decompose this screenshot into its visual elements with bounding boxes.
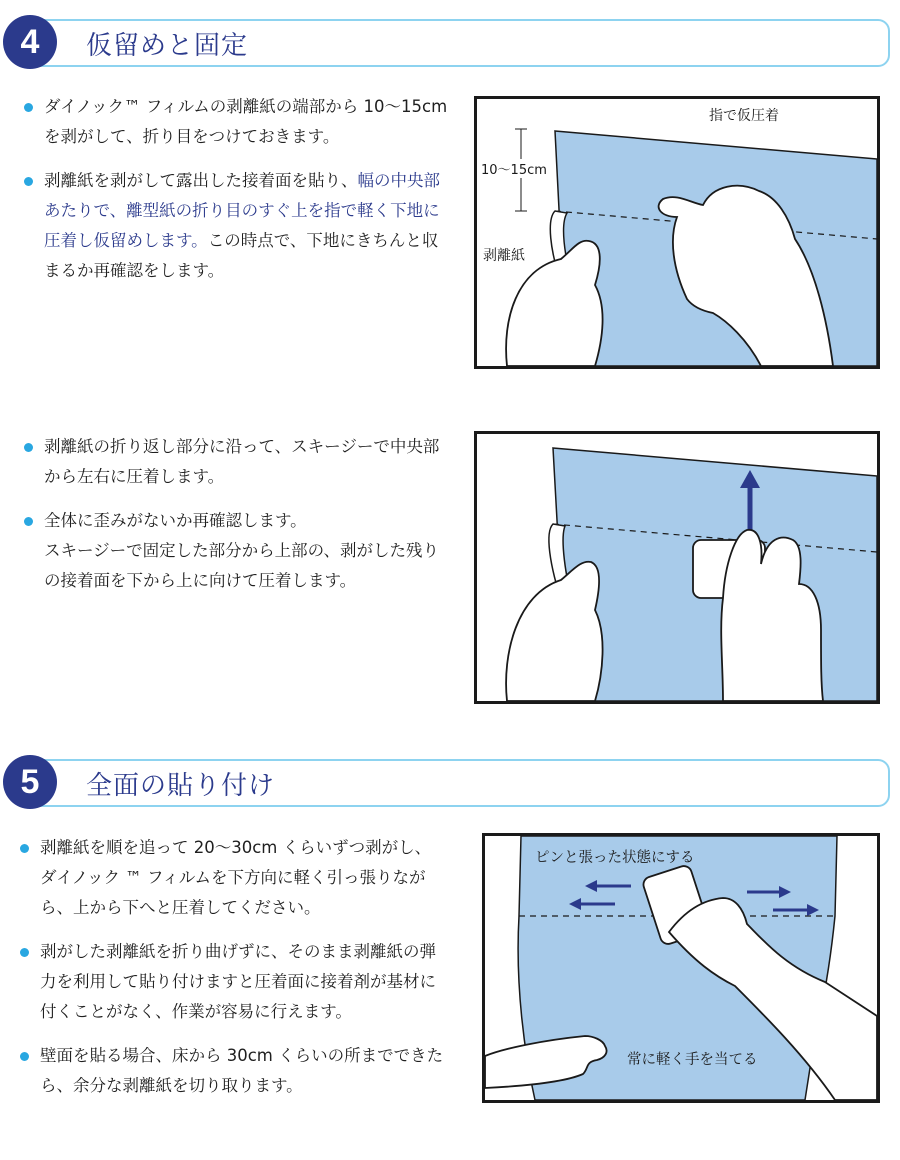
list-item <box>24 506 454 596</box>
bullet-text: 剥離紙を順を追って 20〜30cm くらいずつ剥がし、ダイノック ™ フィルムを下方向に軽く引っ張りながら、上から下へと圧着してください。 <box>40 838 432 917</box>
section-5-title: 全面の貼り付け <box>86 771 276 801</box>
section-4-block-2-list <box>24 432 454 610</box>
section-4-block-1-list <box>24 92 454 300</box>
section-5-title-bar <box>30 759 890 807</box>
list-item <box>20 1041 444 1101</box>
section-4-header <box>0 15 900 75</box>
section-4-number-badge: 4 <box>3 15 57 69</box>
bullet-text: 剥離紙の折り返し部分に沿って、スキージーで中央部から左右に圧着します。 <box>44 437 440 486</box>
bullet-text: スキージーで固定した部分から上部の、剥がした残りの接着面を下から上に向けて圧着します。 <box>44 541 440 590</box>
illustration-full-application <box>482 833 880 1103</box>
label-finger-tack: 指で仮圧着 <box>709 108 779 124</box>
bullet-dot-icon <box>24 177 33 186</box>
section-4-title: 仮留めと固定 <box>86 31 249 61</box>
section-5-header <box>0 755 900 815</box>
bullet-text: 全体に歪みがないか再確認します。 <box>44 511 307 530</box>
bullet-dot-icon <box>24 517 33 526</box>
illustration-finger-tack <box>474 96 880 369</box>
bullet-dot-icon <box>24 103 33 112</box>
bullet-text: この時点で、下地にきちんと収まるか再確認をします。 <box>44 231 439 280</box>
bullet-dot-icon <box>20 1052 29 1061</box>
section-5-list <box>20 833 444 1115</box>
list-item <box>24 432 454 492</box>
label-release-paper: 剥離紙 <box>483 248 525 264</box>
label-dimension: 10〜15cm <box>481 159 547 178</box>
bullet-dot-icon <box>20 844 29 853</box>
bullet-text: ダイノック™ フィルムの剥離紙の端部から 10〜15cm を剥がして、折り目をつけておきます。 <box>44 97 448 146</box>
bullet-dot-icon <box>24 443 33 452</box>
list-item <box>24 166 454 286</box>
list-item <box>24 92 454 152</box>
illustration-squeegee-press <box>474 431 880 704</box>
bullet-text: 壁面を貼る場合、床から 30cm くらいの所までできたら、余分な剥離紙を切り取ります。 <box>40 1046 444 1095</box>
bullet-dot-icon <box>20 948 29 957</box>
finger-tack-drawing <box>477 99 877 366</box>
list-item <box>20 833 444 923</box>
bullet-text: 剥離紙を剥がして露出した接着面を貼り、 <box>44 171 358 190</box>
bullet-text-highlight: 幅の中央部あたりで、離型紙の折り目のすぐ上を指で軽く下地に圧着し仮留めします。 <box>44 171 440 250</box>
label-hand-contact: 常に軽く手を当てる <box>627 1052 758 1068</box>
label-keep-taut: ピンと張った状態にする <box>535 850 695 866</box>
list-item <box>20 937 444 1027</box>
section-5-number-badge: 5 <box>3 755 57 809</box>
squeegee-press-drawing <box>477 434 877 701</box>
bullet-text: 剥がした剥離紙を折り曲げずに、そのまま剥離紙の弾力を利用して貼り付けますと圧着面に接着剤が基材に付くことがなく、作業が容易に行えます。 <box>40 942 436 1021</box>
section-4-title-bar <box>30 19 890 67</box>
